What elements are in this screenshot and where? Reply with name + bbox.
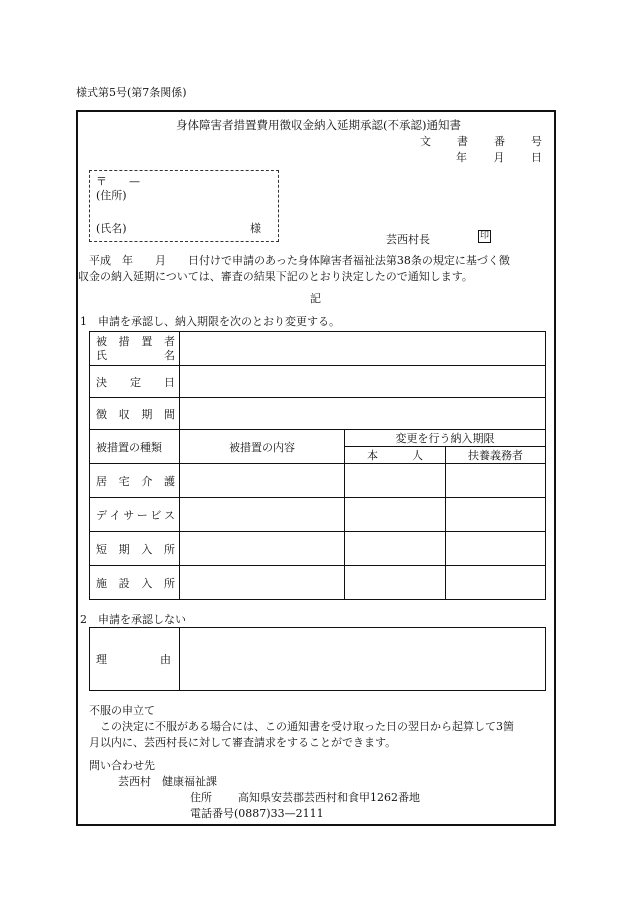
date-month: 月 bbox=[493, 151, 505, 164]
objection-line-2: 月以内に、芸西村長に対して審査請求をすることができます。 bbox=[89, 736, 397, 749]
issuer: 芸西村長 bbox=[386, 233, 430, 246]
doc-number-char: 書 bbox=[457, 135, 468, 148]
objection-line-1: この決定に不服がある場合には、この通知書を受け取った日の翌日から起算して3箇 bbox=[100, 720, 514, 733]
recipient-name-cell bbox=[180, 332, 546, 366]
reason-header: 理 由 bbox=[90, 628, 180, 691]
change-deadline-header: 変更を行う納入期限 bbox=[345, 430, 546, 447]
row-day-service: デ イ サ ー ビ ス bbox=[90, 498, 180, 532]
contact-title: 問い合わせ先 bbox=[89, 759, 155, 772]
intro-line-2: 収金の納入延期については、審査の結果下記のとおり決定したので通知します。 bbox=[78, 270, 473, 283]
deadline-change-table bbox=[89, 331, 546, 600]
doc-number-char: 号 bbox=[531, 135, 542, 148]
objection-title: 不服の申立て bbox=[89, 704, 155, 717]
contact-department: 芸西村 健康福祉課 bbox=[118, 775, 217, 788]
supporter-header: 扶養義務者 bbox=[446, 447, 546, 464]
doc-number-char: 文 bbox=[420, 135, 431, 148]
measure-type-header: 被措置の種類 bbox=[90, 430, 180, 464]
date-label bbox=[456, 149, 542, 165]
section-2-heading: 2 申請を承認しない bbox=[80, 613, 186, 626]
honorific: 様 bbox=[250, 222, 261, 235]
reason-cell bbox=[180, 628, 546, 691]
seal-icon: 印 bbox=[479, 231, 489, 241]
section-1-heading: 1 申請を承認し、納入期限を次のとおり変更する。 bbox=[80, 315, 340, 328]
intro-line-1: 平成 年 月 日付けで申請のあった身体障害者福祉法第38条の規定に基づく徴 bbox=[89, 254, 510, 267]
doc-number-char: 番 bbox=[494, 135, 505, 148]
reason-table bbox=[89, 627, 546, 691]
collection-period-cell bbox=[180, 398, 546, 430]
self-header: 本 人 bbox=[345, 447, 446, 464]
document-title: 身体障害者措置費用徴収金納入延期承認(不承認)通知書 bbox=[176, 118, 461, 132]
recipient-name-header: 被 措 置 者 氏 名 bbox=[90, 332, 180, 366]
row-short-stay: 短 期 入 所 bbox=[90, 532, 180, 566]
name-label: (氏名) bbox=[96, 222, 127, 235]
contact-address-label: 住所 bbox=[190, 791, 212, 804]
contact-phone: 電話番号(0887)33—2111 bbox=[190, 807, 324, 820]
measure-content-header: 被措置の内容 bbox=[180, 430, 345, 464]
doc-number-label bbox=[420, 133, 542, 149]
contact-address: 高知県安芸郡芸西村和食甲1262番地 bbox=[238, 791, 420, 804]
date-year: 年 bbox=[456, 151, 467, 164]
collection-period-header: 徴 収 期 間 bbox=[90, 398, 180, 430]
address-label: (住所) bbox=[96, 189, 127, 202]
date-day: 日 bbox=[531, 151, 542, 164]
row-facility: 施 設 入 所 bbox=[90, 566, 180, 600]
ki-marker: 記 bbox=[310, 292, 321, 305]
decision-date-cell bbox=[180, 366, 546, 398]
decision-date-header: 決 定 日 bbox=[90, 366, 180, 398]
form-number: 様式第5号(第7条関係) bbox=[76, 86, 187, 99]
row-home-care: 居 宅 介 護 bbox=[90, 464, 180, 498]
postal-code: 〒 — bbox=[96, 175, 140, 188]
